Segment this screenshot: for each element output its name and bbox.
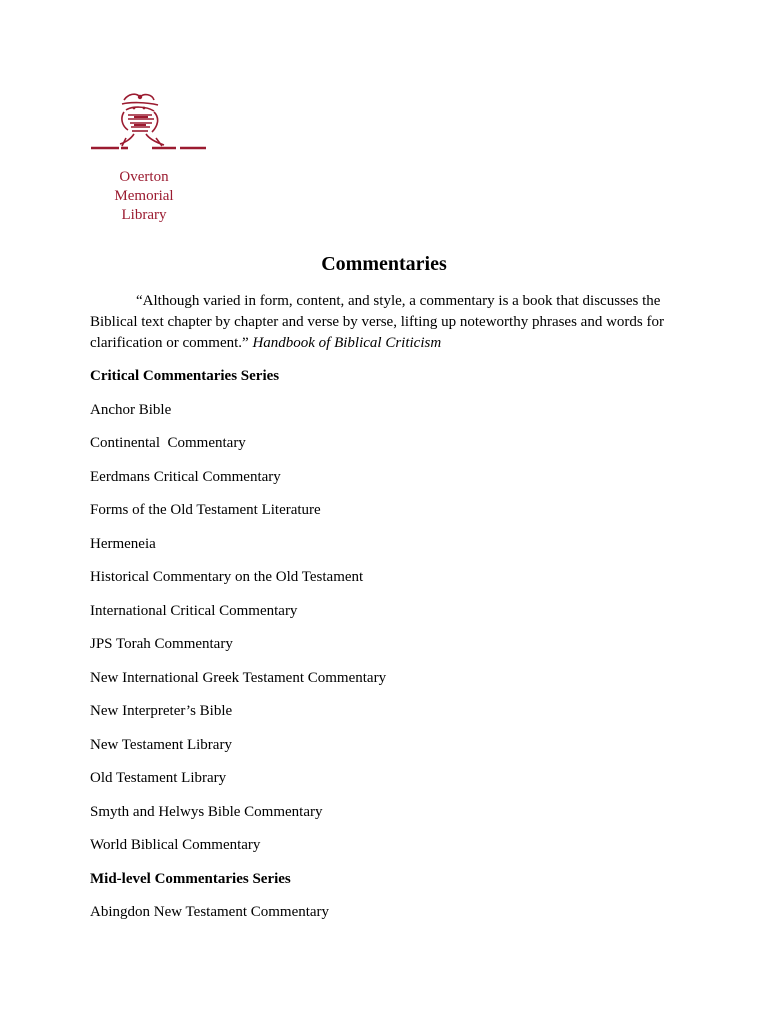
list-item: New Testament Library bbox=[90, 736, 232, 753]
library-logo bbox=[88, 88, 210, 228]
list-item: Anchor Bible bbox=[90, 401, 172, 418]
list-item: Smyth and Helwys Bible Commentary bbox=[90, 803, 323, 820]
quote-text: “Although varied in form, content, and style, a commentary is a book that discusses the Biblical text chapter by chapter and verse by verse, lifting up noteworthy phrases and words for clarification or comment.” bbox=[90, 293, 664, 351]
commentaries-list bbox=[90, 366, 690, 936]
section-heading-mid-level: Mid-level Commentaries Series bbox=[90, 870, 291, 887]
list-item: New International Greek Testament Commentary bbox=[90, 669, 387, 686]
list-item: Historical Commentary on the Old Testament bbox=[90, 569, 364, 585]
library-name-line-2: Memorial bbox=[114, 188, 174, 204]
intro-quote bbox=[90, 291, 680, 354]
list-item: Eerdmans Critical Commentary bbox=[90, 468, 281, 485]
page-title: Commentaries bbox=[321, 253, 447, 275]
list-item: Forms of the Old Testament Literature bbox=[90, 502, 321, 518]
list-item: Abingdon New Testament Commentary bbox=[90, 904, 330, 920]
list-item: World Biblical Commentary bbox=[90, 837, 261, 853]
section-heading-critical: Critical Commentaries Series bbox=[90, 368, 280, 384]
library-name bbox=[88, 168, 200, 225]
list-item: Hermeneia bbox=[90, 535, 156, 552]
list-item: Continental Commentary bbox=[90, 435, 246, 451]
library-emblem-icon bbox=[88, 88, 210, 158]
list-item: International Critical Commentary bbox=[90, 602, 298, 619]
library-name-line-1: Overton bbox=[119, 169, 169, 185]
quote-source: Handbook of Biblical Criticism bbox=[252, 335, 442, 351]
list-item: New Interpreter’s Bible bbox=[90, 703, 233, 719]
list-item: Old Testament Library bbox=[90, 770, 227, 786]
library-name-line-3: Library bbox=[121, 207, 167, 223]
list-item: JPS Torah Commentary bbox=[90, 636, 233, 652]
